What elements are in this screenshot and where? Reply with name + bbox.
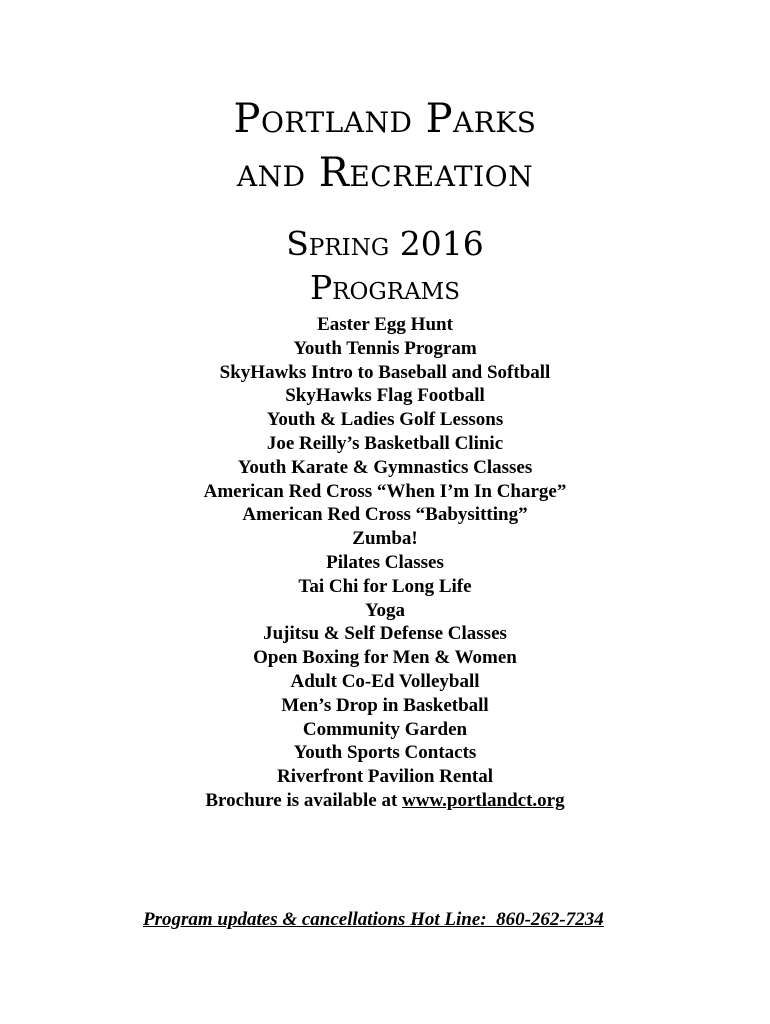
season-line-2: Programs <box>310 268 460 307</box>
program-item: Pilates Classes <box>326 551 444 573</box>
program-item: Adult Co-Ed Volleyball <box>290 670 480 692</box>
program-item: Yoga <box>364 599 406 621</box>
hotline-note: Program updates & cancellations Hot Line: 860-262-7234 <box>143 909 604 930</box>
brochure-text: Brochure is available at <box>205 790 403 811</box>
program-item: Open Boxing for Men & Women <box>253 647 517 669</box>
document-title <box>0 92 770 200</box>
program-item: Youth Karate & Gymnastics Classes <box>237 456 533 478</box>
program-item: SkyHawks Flag Football <box>285 385 485 407</box>
brochure-link[interactable]: www.portlandct.org <box>402 790 565 811</box>
program-item: Men’s Drop in Basketball <box>281 694 489 716</box>
program-item: Youth Sports Contacts <box>293 742 477 764</box>
program-item: American Red Cross “Babysitting” <box>242 504 528 526</box>
title-line-2: and Recreation <box>236 150 534 196</box>
program-item: Youth Tennis Program <box>293 337 477 359</box>
program-item: Joe Reilly’s Basketball Clinic <box>266 432 504 454</box>
program-item: Riverfront Pavilion Rental <box>276 766 493 788</box>
program-item: Youth & Ladies Golf Lessons <box>266 409 504 431</box>
season-heading <box>0 222 770 310</box>
program-item: Jujitsu & Self Defense Classes <box>263 623 507 645</box>
program-item: Easter Egg Hunt <box>317 314 453 335</box>
season-line-1: Spring 2016 <box>286 224 484 263</box>
brochure-note <box>0 789 770 813</box>
program-item: Community Garden <box>302 718 468 740</box>
program-item: American Red Cross “When I’m In Charge” <box>203 480 567 502</box>
program-item: Zumba! <box>352 528 418 550</box>
program-item: Tai Chi for Long Life <box>298 575 472 597</box>
program-item: SkyHawks Intro to Baseball and Softball <box>219 361 551 383</box>
title-line-1: Portland Parks <box>233 96 537 142</box>
program-list <box>0 313 770 789</box>
